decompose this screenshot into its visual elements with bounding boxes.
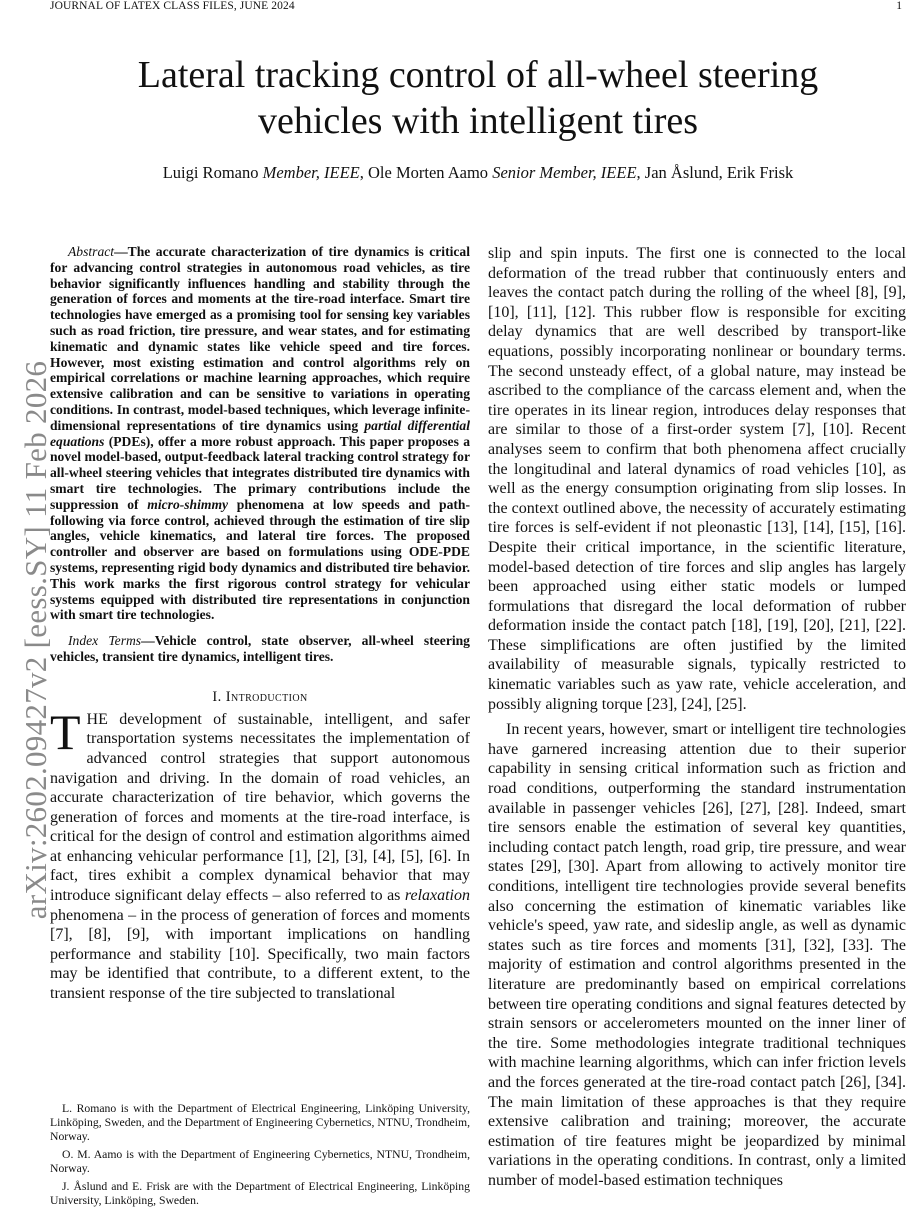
- section-title: Introduction: [225, 688, 308, 705]
- abstract-label: Abstract: [68, 244, 115, 259]
- running-header: JOURNAL OF LATEX CLASS FILES, JUNE 2024: [50, 0, 295, 12]
- right-column: [488, 244, 906, 1191]
- intro-paragraph-1-continued: slip and spin inputs. The first one is connected to the local deformation of the tread rubber that continuously enters and leaves the contact patch during the rolling of the wheel [8], [9], [10], [11], [12]. This rubber flow is responsible for exciting delay dynamics that are well described by transport-like equations, possibly incorporating nonlinear or boundary terms. The second unsteady effect, of a global nature, may instead be ascribed to the compliance of the carcass element and, when the tire operates in its linear region, introduces delay responses that are similar to those of a first-order system [7], [10]. Recent analyses seem to confirm that both phenomena affect crucially the longitudinal and lateral dynamics of road vehicles [10], as well as the energy consumption originating from slip losses. In the context outlined above, the necessity of accurately estimating tire forces is self-evident if not pleonastic [13], [14], [15], [16]. Despite their critical importance, in the scientific literature, model-based detection of tire forces and slip angles has largely been approached using either static models or lumped formulations that disregard the local deformation of rubber deformation inside the contact patch [18], [19], [20], [21], [22]. These simplifications are often justified by the limited availability of measurable signals, typically restricted to kinematic variables such as yaw rate, vehicle acceleration, and possibly aligning torque [23], [24], [25].: [488, 245, 906, 713]
- paper-title: Lateral tracking control of all-wheel steering vehicles with intelligent tires: [137, 54, 819, 142]
- intro-paragraph-1: [50, 703, 470, 1004]
- footnotes: [50, 1102, 470, 1208]
- index-terms-text: Vehicle control, state observer, all-wheel steering vehicles, transient tire dynamics, intelligent tires.: [50, 633, 470, 664]
- drop-cap: T: [50, 703, 81, 760]
- abstract-italic: micro-shimmy: [147, 496, 229, 512]
- author-name: Ole Morten Aamo: [368, 163, 489, 182]
- intro-text-continued: phenomena – in the process of generation of forces and moments [7], [8], [9], with important implications on handling performance and stability [10]. Specifically, two main factors may be identified that contribute, to a different extent, to the transient response of the tire subjected to translational: [50, 906, 470, 1003]
- left-column: [50, 244, 470, 1004]
- page-number: 1: [896, 0, 902, 12]
- intro-text: HE development of sustainable, intelligent, and safer transportation systems necessitates the implementation of advanced control strategies that support autonomous navigation and driving. In the domain of road vehicles, an accurate characterization of tire behavior, which governs the generation of forces and moments at the tire-road interface, is critical for the design of control and estimation algorithms aimed at enhancing vehicular performance [1], [2], [3], [4], [5], [6]. In fact, tires exhibit a complex dynamical behavior that may introduce significant delay effects – also referred to as: [50, 710, 470, 905]
- section-number: I.: [212, 688, 222, 705]
- abstract-text: (PDEs), offer a more robust approach. This paper proposes a novel model-based, output-feedback lateral tracking control strategy for all-wheel steering vehicles that integrates distributed tire dynamics with smart tire technologies. The primary contributions include the suppression of: [50, 433, 470, 512]
- abstract-text: phenomena at low speeds and path-following via force control, achieved through the estimation of tire slip angles, vehicle kinematics, and lateral tire forces. The proposed controller and observer are based on formulations using ODE-PDE systems, representing rigid body dynamics and distributed tire behavior. This work marks the first rigorous control strategy for vehicular systems equipped with distributed tire representations in conjunction with smart tire technologies.: [50, 496, 470, 623]
- intro-italic: relaxation: [404, 887, 470, 905]
- author-role: Senior Member, IEEE: [492, 163, 637, 182]
- footnote: L. Romano is with the Department of Electrical Engineering, Linköping University, Linköping, Sweden, and the Department of Engineering Cybernetics, NTNU, Trondheim, Norway.: [50, 1102, 470, 1143]
- arxiv-identifier: arXiv:2602.09427v2 [eess.SY] 11 Feb 2026: [18, 360, 53, 920]
- abstract: Abstract—The accurate characterization of tire dynamics is critical for advancing control strategies in autonomous road vehicles, as tire behavior significantly influences handling and stability through the generation of forces and moments at the tire-road interface. Smart tire technologies have emerged as a promising tool for sensing key variables such as road friction, tire pressure, and wear states, and for estimating kinematic and dynamic states like vehicle speed and tire forces. However, most existing estimation and control algorithms rely on empirical correlations or machine learning approaches, which require extensive calibration and can be sensitive to variations in operating conditions. In contrast, model-based techniques, which leverage infinite-dimensional representations of tire dynamics using partial differential equations (PDEs), offer a more robust approach. This paper proposes a novel model-based, output-feedback lateral tracking control strategy for all-wheel steering vehicles that integrates distributed tire dynamics with smart tire technologies. The primary contributions include the suppression of micro-shimmy phenomena at low speeds and path-following via force control, achieved through the estimation of tire slip angles, vehicle kinematics, and lateral tire forces. The proposed controller and observer are based on formulations using ODE-PDE systems, representing rigid body dynamics and distributed tire behavior. This work marks the first rigorous control strategy for vehicular systems equipped with distributed tire representations in conjunction with smart tire technologies.: [50, 244, 470, 623]
- author-role: Member, IEEE: [262, 163, 360, 182]
- index-terms: Index Terms—Vehicle control, state observer, all-wheel steering vehicles, transient tire dynamics, intelligent tires.: [50, 633, 470, 664]
- footnotes-block: [50, 1094, 470, 1212]
- author-name: Erik Frisk: [726, 163, 794, 182]
- intro-paragraph-2: In recent years, however, smart or intelligent tire technologies have garnered increasing attention due to their superior capability in sensing critical information such as friction and road conditions, outperforming the standard instrumentation available in passenger vehicles [26], [27], [28]. Indeed, smart tire sensors enable the estimation of several key quantities, including contact patch length, road grip, tire pressure, and wear states [29], [30]. Apart from allowing to actively monitor tire conditions, intelligent tire technologies provide several benefits also concerning the estimation of kinematic variables like vehicle's speed, yaw rate, and sideslip angle, as well as dynamic states such as tire forces and moments [31], [32], [33]. The majority of estimation and control algorithms presented in the literature are predominantly based on empirical correlations between tire operating conditions and signal features detected by strain sensors or accelerometers mounted on the inner liner of the tire. Some methodologies integrate traditional techniques with machine learning algorithms, which can infer friction levels and the forces generated at the tire-road contact patch [26], [34]. The main limitation of these approaches is that they require extensive calibration and training; moreover, the accurate estimation of tire features might be jeopardized by minimal variations in the operating conditions. In contrast, only a limited number of model-based estimation techniques: [488, 721, 906, 1189]
- footnote: J. Åslund and E. Frisk are with the Department of Electrical Engineering, Linköping University, Linköping, Sweden.: [50, 1180, 470, 1207]
- author-name: Jan Åslund: [644, 163, 719, 182]
- author-name: Luigi Romano: [162, 163, 259, 182]
- author-list: Luigi Romano Member, IEEE, Ole Morten Aamo Senior Member, IEEE, Jan Åslund, Erik Frisk: [162, 163, 794, 182]
- footnote: O. M. Aamo is with the Department of Engineering Cybernetics, NTNU, Trondheim, Norway.: [50, 1148, 470, 1175]
- index-terms-label: Index Terms: [68, 633, 142, 649]
- abstract-italic: partial differential equations: [50, 417, 470, 449]
- abstract-text: The accurate characterization of tire dynamics is critical for advancing control strategies in autonomous road vehicles, as tire behavior significantly influences handling and stability through the generation of forces and moments at the tire-road interface. Smart tire technologies have emerged as a promising tool for sensing key variables such as road friction, tire pressure, and wear states, and for estimating kinematic and dynamic states like vehicle speed and tire forces. However, most existing estimation and control algorithms rely on empirical correlations or machine learning approaches, which require extensive calibration and can be sensitive to variations in operating conditions. In contrast, model-based techniques, which leverage infinite-dimensional representations of tire dynamics using: [50, 244, 470, 433]
- section-heading: [50, 689, 470, 706]
